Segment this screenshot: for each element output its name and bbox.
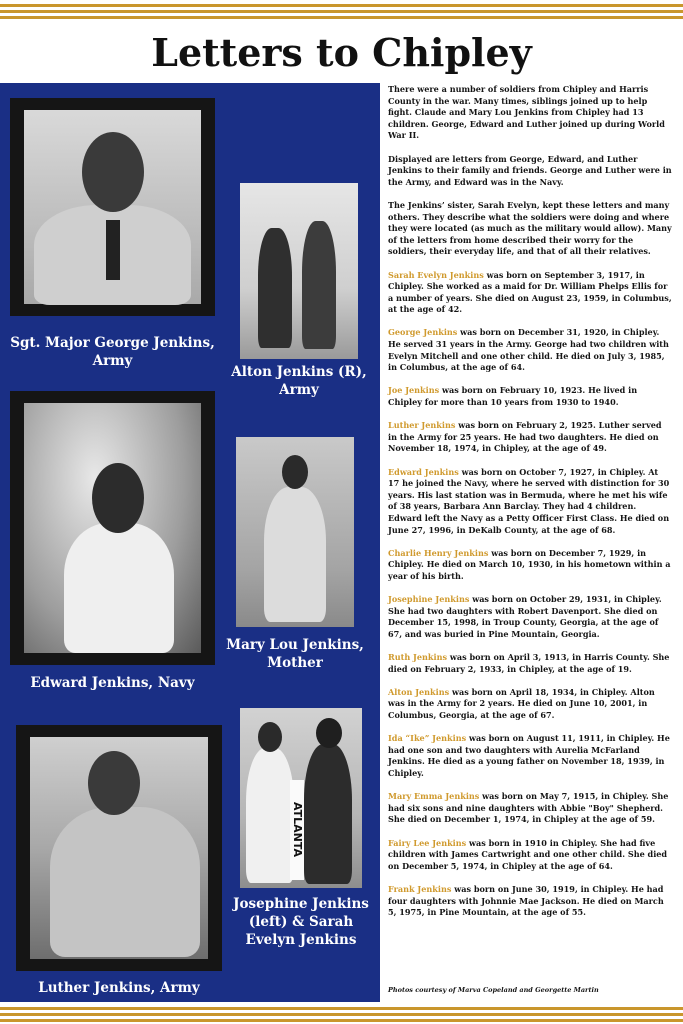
bio-text: was born on May 7, 1915, in Chipley. She had six sons and nine daughters with Abbie "Boy" Shepherd. She died on December 1, 1974, in Chipley at the age of 59. <box>388 791 669 825</box>
bio-edward <box>388 467 672 537</box>
intro-paragraph: Displayed are letters from George, Edward, and Luther Jenkins to their family and friends. George and Luther were in the Army, and Edward was in the Navy. <box>388 153 672 187</box>
bio-name: Ida “Ike” Jenkins <box>388 733 467 744</box>
bio-text: was born on June 30, 1919, in Chipley. He had four daughters with Johnnie Mae Jackson. He died on March 5, 1975, in Pine Mountain, at the age of 55. <box>388 883 664 918</box>
caption-alton-jenkins: Alton Jenkins (R), Army <box>231 364 367 398</box>
bio-luther <box>388 420 672 455</box>
bio-text: was born on April 18, 1934, in Chipley. Alton was in the Army for 2 years. He died on June 10, 2001, in Columbus, Georgia, at the age of 67. <box>388 686 655 721</box>
bottom-stripe-1 <box>0 1007 683 1010</box>
bio-fairy-lee <box>388 838 672 873</box>
photo-george-jenkins <box>10 98 215 316</box>
bio-sarah-evelyn <box>388 270 672 316</box>
bio-charlie-henry <box>388 548 672 583</box>
bio-text: was born in 1910 in Chipley. She had five children with James Cartwright and one other child. She died on December 5, 1974, in Chipley at the age of 64. <box>388 837 668 871</box>
bio-george <box>388 327 672 373</box>
intro-paragraph: There were a number of soldiers from Chipley and Harris County in the war. Many times, siblings joined up to help fight. Claude and Mary Lou Jenkins from Chipley had 13 children. George, Edward and Luther joined up during World War II. <box>388 84 665 141</box>
bio-ida <box>388 733 672 779</box>
mary-lou-jenkins-photo <box>236 437 354 627</box>
caption-george-jenkins: Sgt. Major George Jenkins, Army <box>10 335 215 369</box>
bio-text: was born on December 7, 1929, in Chipley. He died on March 10, 1930, in his hometown within a year of his birth. <box>388 547 671 581</box>
bio-name: George Jenkins <box>388 327 458 338</box>
bio-text: was born on February 10, 1923. He lived in Chipley for more than 10 years from 1930 to 1940. <box>388 385 638 408</box>
bio-text: was born on December 31, 1920, in Chipley. He served 31 years in the Army. George had two children with Evelyn Mitchell and one other child. He died on July 3, 1985, in Columbus, at the age of 64. <box>388 327 669 373</box>
photo-mary-lou-jenkins <box>236 437 354 627</box>
bio-mary-emma <box>388 791 672 826</box>
bio-name: Joe Jenkins <box>388 385 440 396</box>
alton-jenkins-photo <box>240 183 358 359</box>
page-title: Letters to Chipley <box>151 30 532 75</box>
atlanta-sign: ATLANTA <box>290 780 304 880</box>
bio-frank <box>388 884 672 919</box>
edward-jenkins-portrait <box>24 403 201 653</box>
bio-name: Luther Jenkins <box>388 420 456 431</box>
josephine-sarah-jenkins-photo <box>240 708 362 888</box>
george-jenkins-portrait <box>24 110 201 304</box>
bio-text: was born on February 2, 1925. Luther served in the Army for 25 years. He had two daughters. He died on November 18, 1974, in Chipley, at the age of 49. <box>388 420 662 454</box>
photo-luther-jenkins <box>16 725 222 971</box>
photo-alton-jenkins <box>240 183 358 359</box>
top-stripe-3 <box>0 16 683 19</box>
bio-name: Ruth Jenkins <box>388 652 448 663</box>
photo-panel <box>0 83 380 1002</box>
bio-name: Sarah Evelyn Jenkins <box>388 269 484 280</box>
bio-name: Edward Jenkins <box>388 466 459 477</box>
top-stripe-2 <box>0 10 683 13</box>
intro-paragraph: The Jenkins’ sister, Sarah Evelyn, kept these letters and many others. They describe what the soldiers were doing and where they were located (as much as the military would allow). Many of the letters from home described their worry for the soldiers, their everyday life, and that of all their relatives. <box>388 199 672 257</box>
caption-luther-jenkins: Luther Jenkins, Army <box>38 980 200 996</box>
bio-alton <box>388 687 672 722</box>
bio-name: Fairy Lee Jenkins <box>388 837 467 848</box>
bottom-stripe-2 <box>0 1013 683 1016</box>
photo-josephine-sarah-jenkins <box>240 708 362 888</box>
bio-ruth <box>388 652 672 675</box>
photo-credit: Photos courtesy of Marva Copeland and Georgette Martin <box>388 986 599 994</box>
bio-text: was born on October 29, 1931, in Chipley. She had two daughters with Robert Davenport. She died on December 15, 1998, in Troup County, Georgia, at the age of 67, and was buried in Pine Mountain, Georgia. <box>388 594 662 639</box>
bio-text: was born on April 3, 1913, in Harris County. She died on February 2, 1933, in Chipley, at the age of 19. <box>388 652 670 674</box>
bio-name: Mary Emma Jenkins <box>388 791 480 802</box>
bottom-stripe-3 <box>0 1019 683 1022</box>
bio-josephine <box>388 594 672 640</box>
caption-josephine-sarah-jenkins: Josephine Jenkins (left) & Sarah Evelyn Jenkins <box>233 896 369 948</box>
bio-text: was born on August 11, 1911, in Chipley. He had one son and two daughters with Aurelia McFarland Jenkins. He died as a young father on November 18, 1939, in Chipley. <box>388 733 670 779</box>
bio-joe <box>388 385 672 408</box>
bio-name: Frank Jenkins <box>388 883 452 894</box>
bio-name: Charlie Henry Jenkins <box>388 547 489 558</box>
text-column <box>388 84 672 930</box>
top-stripe-1 <box>0 4 683 7</box>
caption-mary-lou-jenkins: Mary Lou Jenkins, Mother <box>226 637 364 671</box>
bio-text: was born on September 3, 1917, in Chipley. She worked as a maid for Dr. William Phelps Ellis for a number of years. She died on August 23, 1959, in Columbus, at the age of 42. <box>388 269 672 315</box>
bio-name: Alton Jenkins <box>388 686 450 697</box>
caption-edward-jenkins: Edward Jenkins, Navy <box>30 675 195 691</box>
photo-edward-jenkins <box>10 391 215 665</box>
bio-text: was born on October 7, 1927, in Chipley. At 17 he joined the Navy, where he served with distinction for 30 years. His last station was in Bermuda, where he met his wife of 38 years, Barbara Ann Barclay. They had 4 children. Edward left the Navy as a Petty Officer First Class. He died on June 27, 1996, in DeKalb County, at the age of 68. <box>388 466 670 535</box>
luther-jenkins-portrait <box>30 737 208 959</box>
bio-name: Josephine Jenkins <box>388 594 470 605</box>
